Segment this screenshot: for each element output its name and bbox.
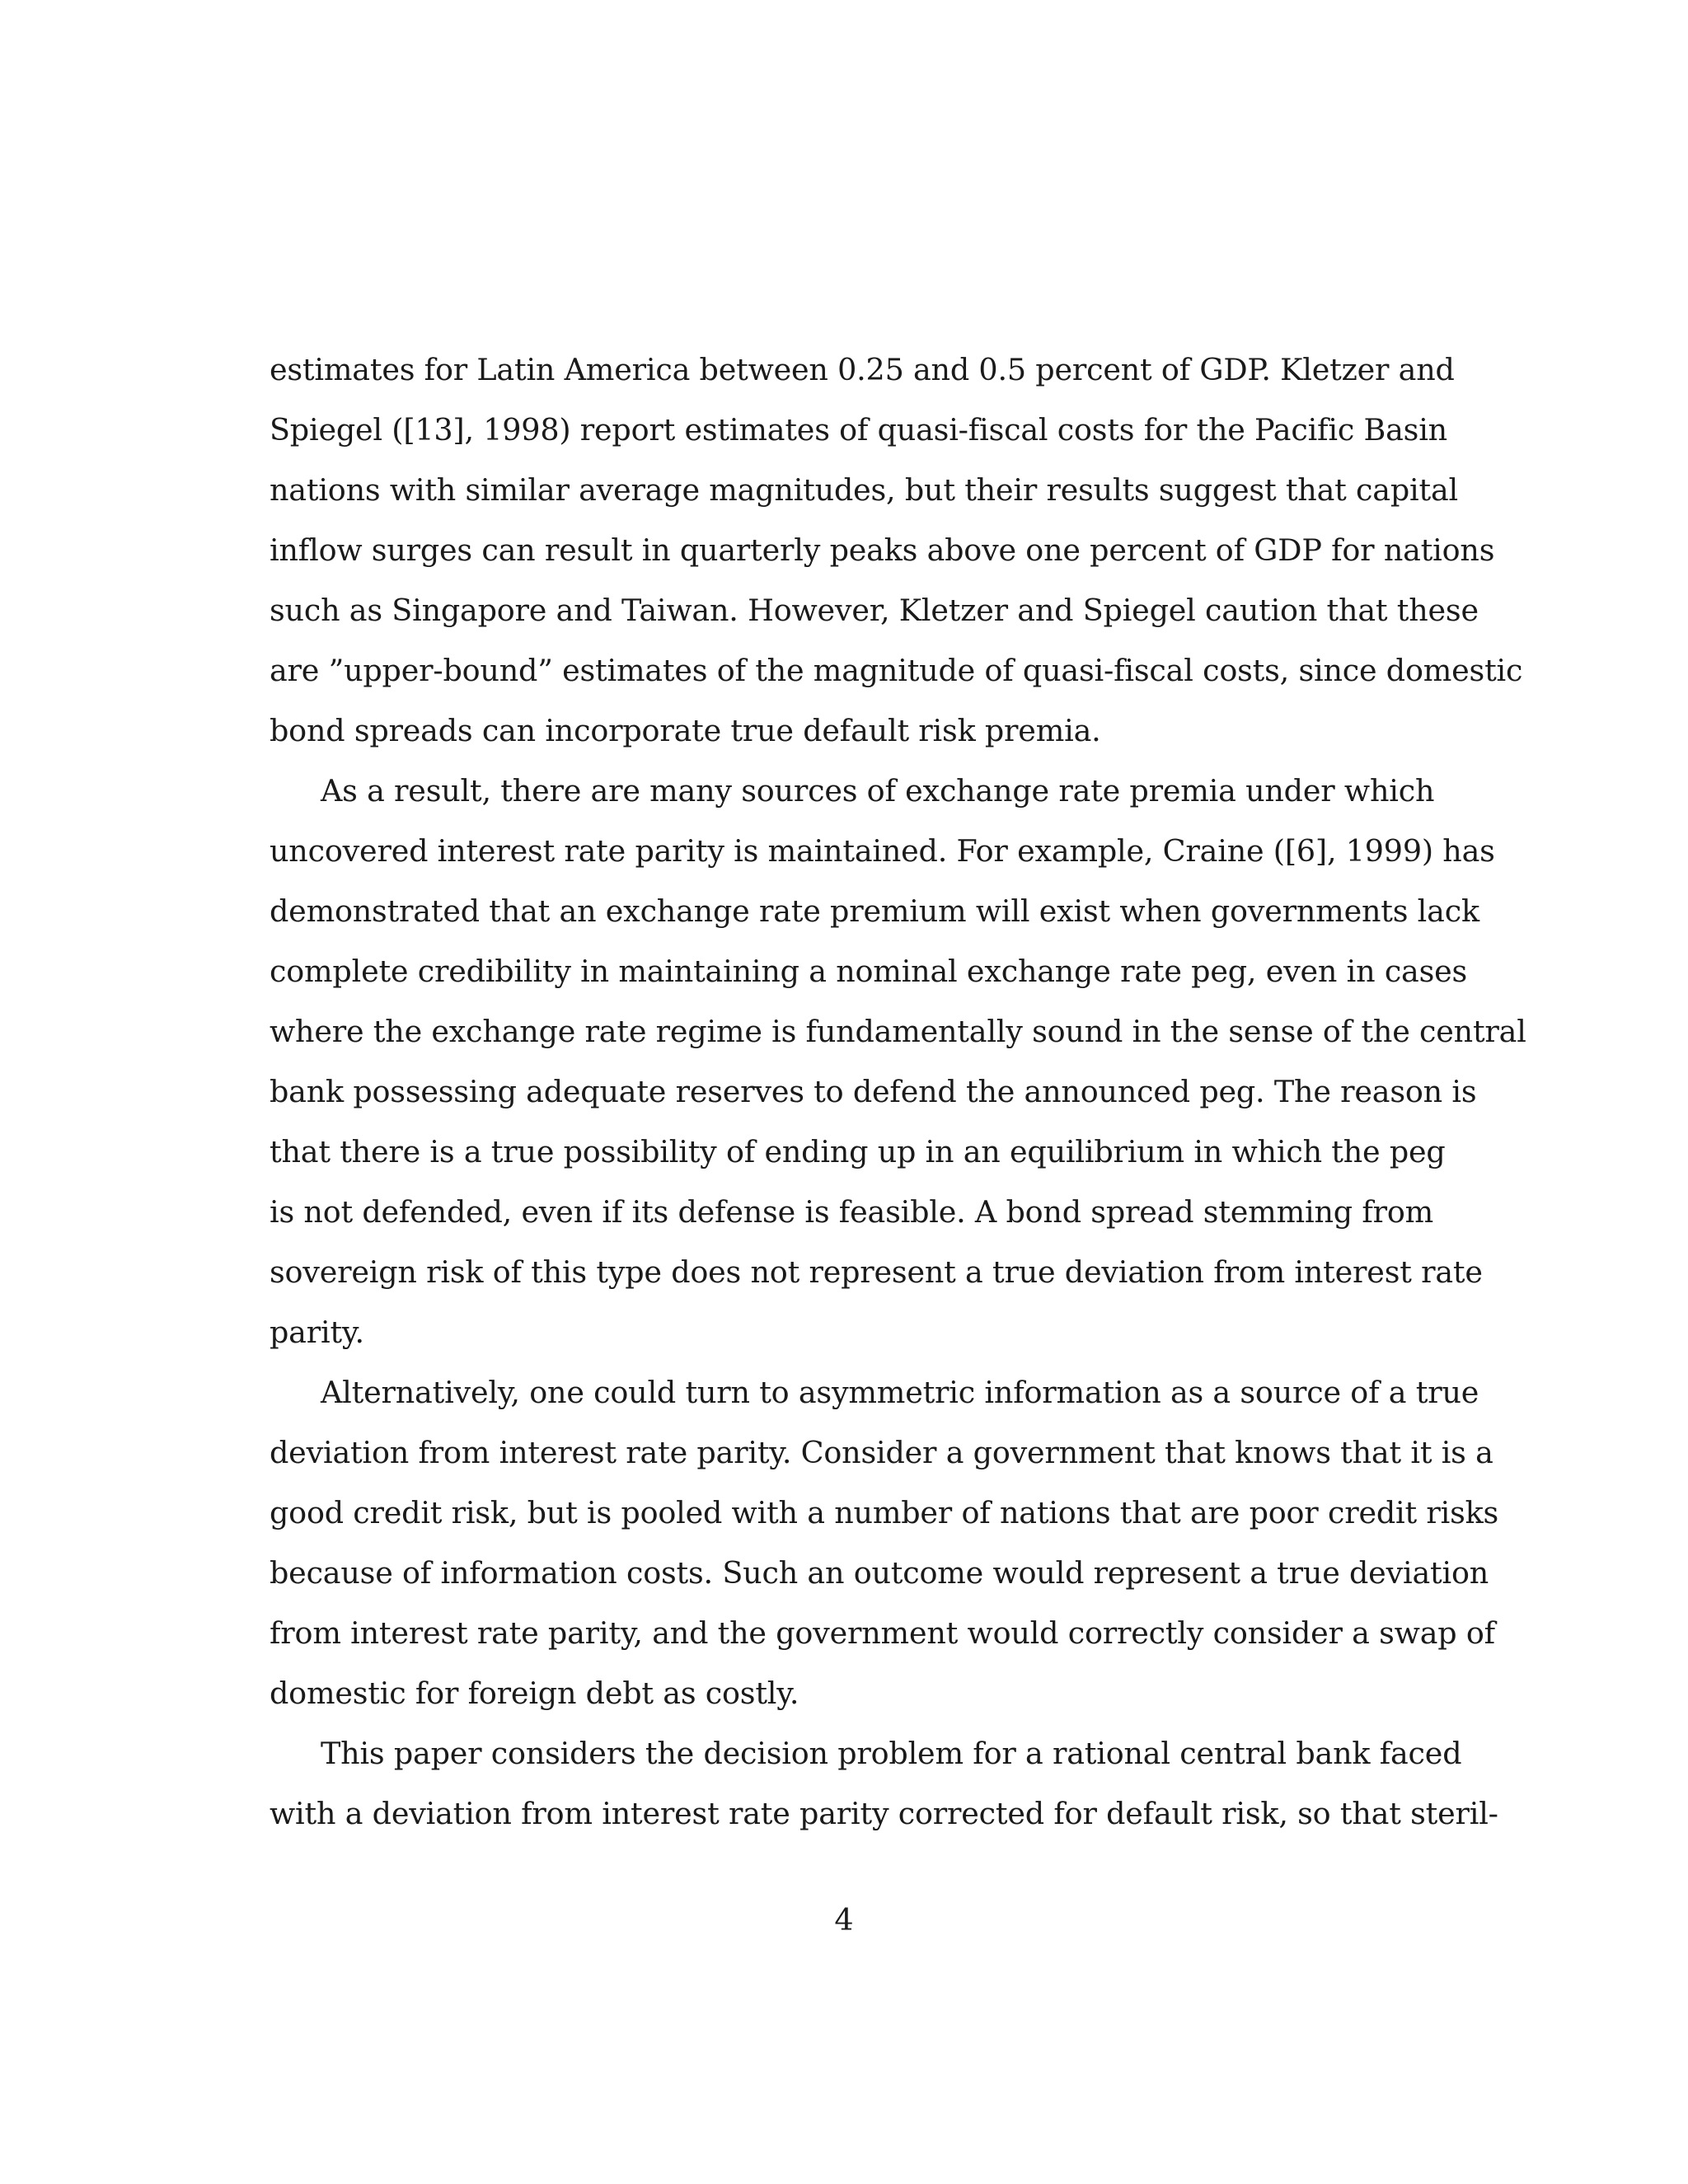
text-line: good credit risk, but is pooled with a number of nations that are poor credit risks — [270, 1495, 1499, 1530]
text-line: uncovered interest rate parity is maintained. For example, Craine ([6], 1999) has — [270, 833, 1495, 869]
text-line: Spiegel ([13], 1998) report estimates of quasi-fiscal costs for the Pacific Basin — [270, 412, 1447, 448]
text-line: parity. — [270, 1315, 364, 1350]
text-line: that there is a true possibility of ending up in an equilibrium in which the peg — [270, 1134, 1446, 1169]
text-line: bond spreads can incorporate true default risk premia. — [270, 713, 1101, 748]
text-line: nations with similar average magnitudes, but their results suggest that capital — [270, 472, 1458, 508]
text-line: As a result, there are many sources of exchange rate premia under which — [321, 773, 1435, 808]
text-line: domestic for foreign debt as costly. — [270, 1675, 799, 1711]
page-number: 4 — [834, 1902, 854, 1938]
text-line: demonstrated that an exchange rate premium will exist when governments lack — [270, 893, 1479, 929]
text-line: deviation from interest rate parity. Consider a government that knows that it is a — [270, 1435, 1493, 1470]
body-text — [270, 340, 1526, 1844]
text-line: are ”upper-bound” estimates of the magnitude of quasi-fiscal costs, since domestic — [270, 653, 1523, 688]
text-line: where the exchange rate regime is fundamentally sound in the sense of the central — [270, 1014, 1526, 1049]
text-line: bank possessing adequate reserves to defend the announced peg. The reason is — [270, 1074, 1477, 1109]
text-line: is not defended, even if its defense is feasible. A bond spread stemming from — [270, 1194, 1434, 1230]
text-line: estimates for Latin America between 0.25 and 0.5 percent of GDP. Kletzer and — [270, 352, 1455, 387]
text-line: Alternatively, one could turn to asymmetric information as a source of a true — [321, 1375, 1479, 1410]
text-line: inflow surges can result in quarterly peaks above one percent of GDP for nations — [270, 532, 1495, 568]
text-line: with a deviation from interest rate parity corrected for default risk, so that steril- — [270, 1796, 1498, 1831]
text-line: complete credibility in maintaining a nominal exchange rate peg, even in cases — [270, 954, 1468, 989]
text-line: sovereign risk of this type does not represent a true deviation from interest rate — [270, 1254, 1483, 1290]
text-line: This paper considers the decision problem for a rational central bank faced — [321, 1736, 1462, 1771]
text-line: because of information costs. Such an outcome would represent a true deviation — [270, 1555, 1489, 1591]
text-line: such as Singapore and Taiwan. However, Kletzer and Spiegel caution that these — [270, 593, 1479, 628]
text-line: from interest rate parity, and the government would correctly consider a swap of — [270, 1615, 1495, 1651]
